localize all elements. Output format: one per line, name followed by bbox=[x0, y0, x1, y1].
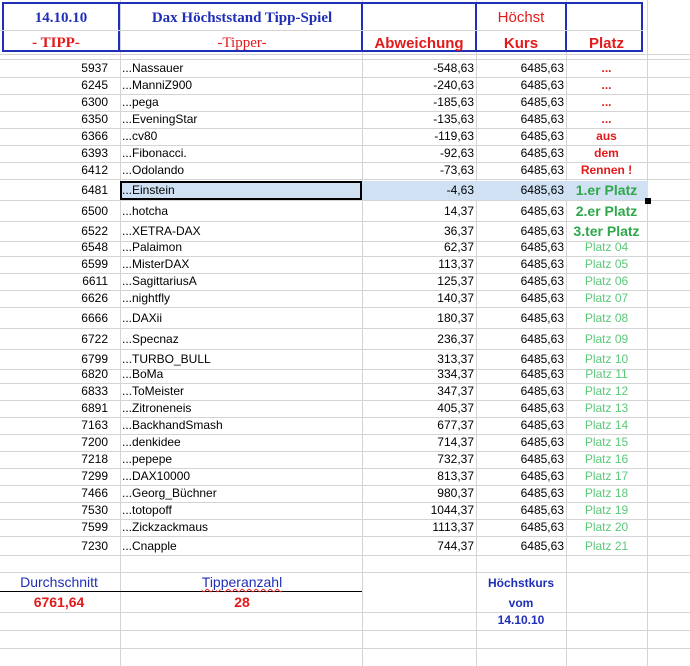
tipp-cell[interactable]: 7299 bbox=[81, 469, 108, 483]
tipper-name-cell[interactable]: ...Fibonacci. bbox=[122, 146, 187, 160]
tipper-name-cell[interactable]: ...totopoff bbox=[122, 503, 172, 517]
tipp-cell[interactable]: 6666 bbox=[81, 311, 108, 325]
tipper-name-cell[interactable]: ...pega bbox=[122, 95, 159, 109]
platz-cell[interactable]: Platz 06 bbox=[584, 274, 629, 288]
platz-cell[interactable]: ... bbox=[601, 61, 612, 75]
platz-cell[interactable]: Platz 09 bbox=[584, 332, 629, 346]
kurs-cell[interactable]: 6485,63 bbox=[520, 163, 564, 177]
tipp-cell[interactable]: 5937 bbox=[81, 61, 108, 75]
table-row bbox=[0, 201, 690, 221]
kurs-cell[interactable]: 6485,63 bbox=[520, 520, 564, 534]
abweichung-cell[interactable]: -548,63 bbox=[433, 61, 474, 75]
tipp-cell[interactable]: 6500 bbox=[81, 204, 108, 218]
hoechstkurs-label[interactable]: Höchstkurs bbox=[487, 576, 555, 590]
tipper-column-header[interactable]: -Tipper- bbox=[217, 35, 267, 51]
tipp-cell[interactable]: 6626 bbox=[81, 291, 108, 305]
tipp-cell[interactable]: 6366 bbox=[81, 129, 108, 143]
abweichung-cell[interactable]: 334,37 bbox=[437, 367, 474, 381]
tipper-name-cell[interactable]: ...nightfly bbox=[122, 291, 171, 305]
kurs-cell[interactable]: 6485,63 bbox=[520, 435, 564, 449]
abweichung-cell[interactable]: -240,63 bbox=[433, 78, 474, 92]
platz-cell[interactable]: 2.er Platz bbox=[575, 203, 638, 219]
table-row bbox=[0, 417, 690, 434]
platz-cell[interactable]: 3.ter Platz bbox=[573, 223, 640, 239]
table-row bbox=[0, 77, 690, 94]
tipp-cell[interactable]: 6522 bbox=[81, 224, 108, 238]
tipper-name-cell[interactable]: ...XETRA-DAX bbox=[122, 224, 201, 238]
abweichung-cell[interactable]: -73,63 bbox=[439, 163, 474, 177]
abweichung-cell[interactable]: -119,63 bbox=[434, 129, 474, 143]
summary-divider bbox=[0, 591, 362, 592]
abweichung-cell[interactable]: 125,37 bbox=[437, 274, 474, 288]
platz-cell[interactable]: Platz 13 bbox=[584, 401, 629, 415]
tipp-cell[interactable]: 6611 bbox=[82, 274, 108, 288]
abweichung-cell[interactable]: 714,37 bbox=[437, 435, 474, 449]
kurs-cell[interactable]: 6485,63 bbox=[520, 291, 564, 305]
platz-cell[interactable]: Platz 08 bbox=[584, 311, 629, 325]
platz-cell[interactable]: Platz 14 bbox=[584, 418, 629, 432]
tipper-name-cell[interactable]: ...SagittariusA bbox=[122, 274, 197, 288]
kurs-cell[interactable]: 6485,63 bbox=[520, 146, 564, 160]
tipper-name-cell[interactable]: ...DAX10000 bbox=[122, 469, 191, 483]
kurs-cell[interactable]: 6485,63 bbox=[520, 384, 564, 398]
tipp-cell[interactable]: 6722 bbox=[81, 332, 108, 346]
table-row bbox=[0, 273, 690, 290]
sheet-title[interactable]: Dax Höchststand Tipp-Spiel bbox=[151, 10, 333, 26]
kurs-cell[interactable]: 6485,63 bbox=[520, 257, 564, 271]
kurs-cell[interactable]: 6485,63 bbox=[520, 452, 564, 466]
table-row bbox=[0, 221, 690, 241]
table-row bbox=[0, 502, 690, 519]
tipperanzahl-value[interactable]: 28 bbox=[234, 594, 250, 610]
kurs-cell[interactable]: 6485,63 bbox=[520, 224, 564, 238]
durchschnitt-value[interactable]: 6761,64 bbox=[33, 594, 85, 610]
platz-cell[interactable]: Platz 07 bbox=[584, 291, 629, 305]
table-row bbox=[0, 468, 690, 485]
abweichung-cell[interactable]: 813,37 bbox=[437, 469, 474, 483]
abweichung-cell[interactable]: -185,63 bbox=[433, 95, 474, 109]
platz-cell[interactable]: dem bbox=[594, 146, 619, 160]
abweichung-cell[interactable]: 14,37 bbox=[443, 204, 474, 218]
kurs-cell[interactable]: 6485,63 bbox=[520, 240, 564, 254]
tipp-cell[interactable]: 7530 bbox=[81, 503, 108, 517]
tipper-name-cell[interactable]: ...TURBO_BULL bbox=[122, 352, 211, 366]
header-mid-line bbox=[0, 30, 643, 31]
table-row bbox=[0, 128, 690, 145]
platz-cell[interactable]: ... bbox=[601, 95, 612, 109]
table-row bbox=[0, 309, 690, 328]
kurs-cell[interactable]: 6485,63 bbox=[520, 469, 564, 483]
abweichung-cell[interactable]: 1044,37 bbox=[430, 503, 474, 517]
platz-cell[interactable]: Platz 15 bbox=[584, 435, 629, 449]
row-gridline bbox=[0, 54, 690, 55]
row-gridline bbox=[0, 555, 690, 556]
platz-cell[interactable]: Platz 16 bbox=[584, 452, 629, 466]
abweichung-column-header[interactable]: Abweichung bbox=[374, 35, 464, 52]
tipp-cell[interactable]: 6412 bbox=[81, 163, 108, 177]
date-cell[interactable]: 14.10.10 bbox=[34, 10, 88, 26]
tipper-name-cell[interactable]: ...Einstein bbox=[122, 183, 175, 197]
platz-cell[interactable]: Platz 18 bbox=[584, 486, 629, 500]
table-row bbox=[0, 94, 690, 111]
platz-cell[interactable]: Platz 19 bbox=[584, 503, 629, 517]
kurs-cell[interactable]: 6485,63 bbox=[520, 418, 564, 432]
abweichung-cell[interactable]: 36,37 bbox=[443, 224, 474, 238]
tipp-column-header[interactable]: - TIPP- bbox=[32, 35, 80, 51]
kurs-column-header[interactable]: Kurs bbox=[503, 35, 539, 52]
header-divider bbox=[118, 2, 120, 52]
platz-cell[interactable]: Platz 21 bbox=[584, 539, 629, 553]
table-row bbox=[0, 329, 690, 349]
kurs-cell[interactable]: 6485,63 bbox=[520, 401, 564, 415]
platz-cell[interactable]: aus bbox=[596, 129, 617, 143]
abweichung-cell[interactable]: 405,37 bbox=[437, 401, 474, 415]
table-row bbox=[0, 400, 690, 417]
table-row bbox=[0, 256, 690, 273]
row-gridline bbox=[0, 612, 690, 613]
tipper-name-cell[interactable]: ...pepepe bbox=[122, 452, 173, 466]
tipper-name-cell[interactable]: ...ToMeister bbox=[122, 384, 185, 398]
kurs-cell[interactable]: 6485,63 bbox=[520, 332, 564, 346]
abweichung-cell[interactable]: 347,37 bbox=[437, 384, 474, 398]
vom-label[interactable]: vom bbox=[508, 596, 534, 610]
platz-cell[interactable]: Platz 11 bbox=[585, 367, 628, 381]
tipp-cell[interactable]: 6300 bbox=[81, 95, 108, 109]
kurs-cell[interactable]: 6485,63 bbox=[520, 129, 564, 143]
tipper-name-cell[interactable]: ...MisterDAX bbox=[122, 257, 190, 271]
abweichung-cell[interactable]: 980,37 bbox=[437, 486, 474, 500]
platz-cell[interactable]: Platz 05 bbox=[584, 257, 629, 271]
tipp-cell[interactable]: 6350 bbox=[81, 112, 108, 126]
table-row bbox=[0, 60, 690, 77]
tipper-name-cell[interactable]: ...hotcha bbox=[122, 204, 169, 218]
tipper-name-cell[interactable]: ...Palaimon bbox=[122, 240, 183, 254]
tipper-name-cell[interactable]: ...Cnapple bbox=[122, 539, 177, 553]
active-cell-border bbox=[120, 181, 362, 200]
table-row bbox=[0, 519, 690, 536]
abweichung-cell[interactable]: 62,37 bbox=[443, 240, 474, 254]
tipp-cell[interactable]: 6891 bbox=[81, 401, 108, 415]
kurs-cell[interactable]: 6485,63 bbox=[520, 112, 564, 126]
table-row bbox=[0, 383, 690, 400]
platz-cell[interactable]: Platz 04 bbox=[584, 240, 629, 254]
kurs-cell[interactable]: 6485,63 bbox=[520, 95, 564, 109]
row-gridline bbox=[0, 572, 690, 573]
fill-handle[interactable] bbox=[645, 198, 651, 204]
kurs-cell[interactable]: 6485,63 bbox=[520, 539, 564, 553]
tipp-cell[interactable]: 7163 bbox=[81, 418, 108, 432]
tipperanzahl-label[interactable]: Tipperanzahl bbox=[201, 574, 283, 590]
platz-cell[interactable]: Platz 12 bbox=[584, 384, 629, 398]
table-row bbox=[0, 485, 690, 502]
tipper-name-cell[interactable]: ...cv80 bbox=[122, 129, 158, 143]
tipp-cell[interactable]: 7218 bbox=[81, 452, 108, 466]
tipper-name-cell[interactable]: ...denkidee bbox=[122, 435, 181, 449]
abweichung-cell[interactable]: 236,37 bbox=[437, 332, 474, 346]
kurs-cell[interactable]: 6485,63 bbox=[520, 78, 564, 92]
tipper-name-cell[interactable]: ...EveningStar bbox=[122, 112, 198, 126]
tipper-name-cell[interactable]: ...BackhandSmash bbox=[122, 418, 223, 432]
kurs-cell[interactable]: 6485,63 bbox=[520, 204, 564, 218]
platz-cell[interactable]: ... bbox=[601, 112, 612, 126]
tipp-cell[interactable]: 6548 bbox=[81, 240, 108, 254]
abweichung-cell[interactable]: 744,37 bbox=[437, 539, 474, 553]
tipp-cell[interactable]: 7466 bbox=[81, 486, 108, 500]
abweichung-cell[interactable]: -92,63 bbox=[439, 146, 474, 160]
vom-date[interactable]: 14.10.10 bbox=[497, 613, 545, 627]
tipp-cell[interactable]: 6833 bbox=[81, 384, 108, 398]
tipp-cell[interactable]: 7200 bbox=[81, 435, 108, 449]
tipp-cell[interactable]: 6393 bbox=[81, 146, 108, 160]
platz-cell[interactable]: Platz 17 bbox=[584, 469, 629, 483]
tipp-cell[interactable]: 7599 bbox=[81, 520, 108, 534]
kurs-cell[interactable]: 6485,63 bbox=[520, 486, 564, 500]
hoechst-header[interactable]: Höchst bbox=[497, 9, 545, 26]
platz-cell[interactable]: Platz 20 bbox=[584, 520, 629, 534]
row-gridline bbox=[0, 179, 690, 180]
platz-cell[interactable]: Rennen ! bbox=[580, 163, 633, 177]
platz-cell[interactable]: ... bbox=[601, 78, 612, 92]
abweichung-cell[interactable]: 313,37 bbox=[437, 352, 474, 366]
tipper-name-cell[interactable]: ...Odolando bbox=[122, 163, 185, 177]
platz-cell[interactable]: Platz 10 bbox=[584, 352, 629, 366]
tipper-name-cell[interactable]: ...Zickzackmaus bbox=[122, 520, 209, 534]
row-gridline bbox=[0, 630, 690, 631]
tipp-cell[interactable]: 6245 bbox=[81, 78, 108, 92]
tipp-cell[interactable]: 6481 bbox=[81, 183, 108, 197]
kurs-cell[interactable]: 6485,63 bbox=[520, 311, 564, 325]
table-row bbox=[0, 111, 690, 128]
abweichung-cell[interactable]: -4,63 bbox=[446, 183, 474, 197]
kurs-cell[interactable]: 6485,63 bbox=[520, 503, 564, 517]
abweichung-cell[interactable]: 732,37 bbox=[437, 452, 474, 466]
abweichung-cell[interactable]: 180,37 bbox=[437, 311, 474, 325]
table-row bbox=[0, 290, 690, 307]
tipper-name-cell[interactable]: ...Nassauer bbox=[122, 61, 184, 75]
platz-column-header[interactable]: Platz bbox=[588, 35, 624, 52]
kurs-cell[interactable]: 6485,63 bbox=[520, 61, 564, 75]
abweichung-cell[interactable]: 140,37 bbox=[437, 291, 474, 305]
tipper-name-cell[interactable]: ...BoMa bbox=[122, 367, 164, 381]
durchschnitt-label[interactable]: Durchschnitt bbox=[20, 574, 98, 590]
abweichung-cell[interactable]: -135,63 bbox=[433, 112, 474, 126]
abweichung-cell[interactable]: 677,37 bbox=[437, 418, 474, 432]
table-row bbox=[0, 366, 690, 383]
table-row bbox=[0, 434, 690, 451]
row-gridline bbox=[0, 307, 690, 308]
table-row bbox=[0, 145, 690, 162]
table-row bbox=[0, 451, 690, 468]
row-gridline bbox=[0, 648, 690, 649]
tipper-name-cell[interactable]: ...ManniZ900 bbox=[122, 78, 193, 92]
tipper-name-cell[interactable]: ...DAXii bbox=[122, 311, 163, 325]
kurs-cell[interactable]: 6485,63 bbox=[520, 367, 564, 381]
tipper-name-cell[interactable]: ...Georg_Büchner bbox=[122, 486, 217, 500]
tipp-cell[interactable]: 7230 bbox=[81, 539, 108, 553]
platz-cell[interactable]: 1.er Platz bbox=[575, 182, 638, 198]
tipp-cell[interactable]: 6599 bbox=[81, 257, 108, 271]
tipper-name-cell[interactable]: ...Specnaz bbox=[122, 332, 179, 346]
tipp-cell[interactable]: 6799 bbox=[81, 352, 108, 366]
table-row bbox=[0, 162, 690, 179]
tipper-name-cell[interactable]: ...Zitroneneis bbox=[122, 401, 192, 415]
tipp-cell[interactable]: 6820 bbox=[81, 367, 108, 381]
table-row bbox=[0, 537, 690, 555]
abweichung-cell[interactable]: 113,37 bbox=[438, 257, 474, 271]
kurs-cell[interactable]: 6485,63 bbox=[520, 183, 564, 197]
table-row bbox=[0, 239, 690, 256]
abweichung-cell[interactable]: 1113,37 bbox=[432, 520, 474, 534]
kurs-cell[interactable]: 6485,63 bbox=[520, 274, 564, 288]
kurs-cell[interactable]: 6485,63 bbox=[520, 352, 564, 366]
